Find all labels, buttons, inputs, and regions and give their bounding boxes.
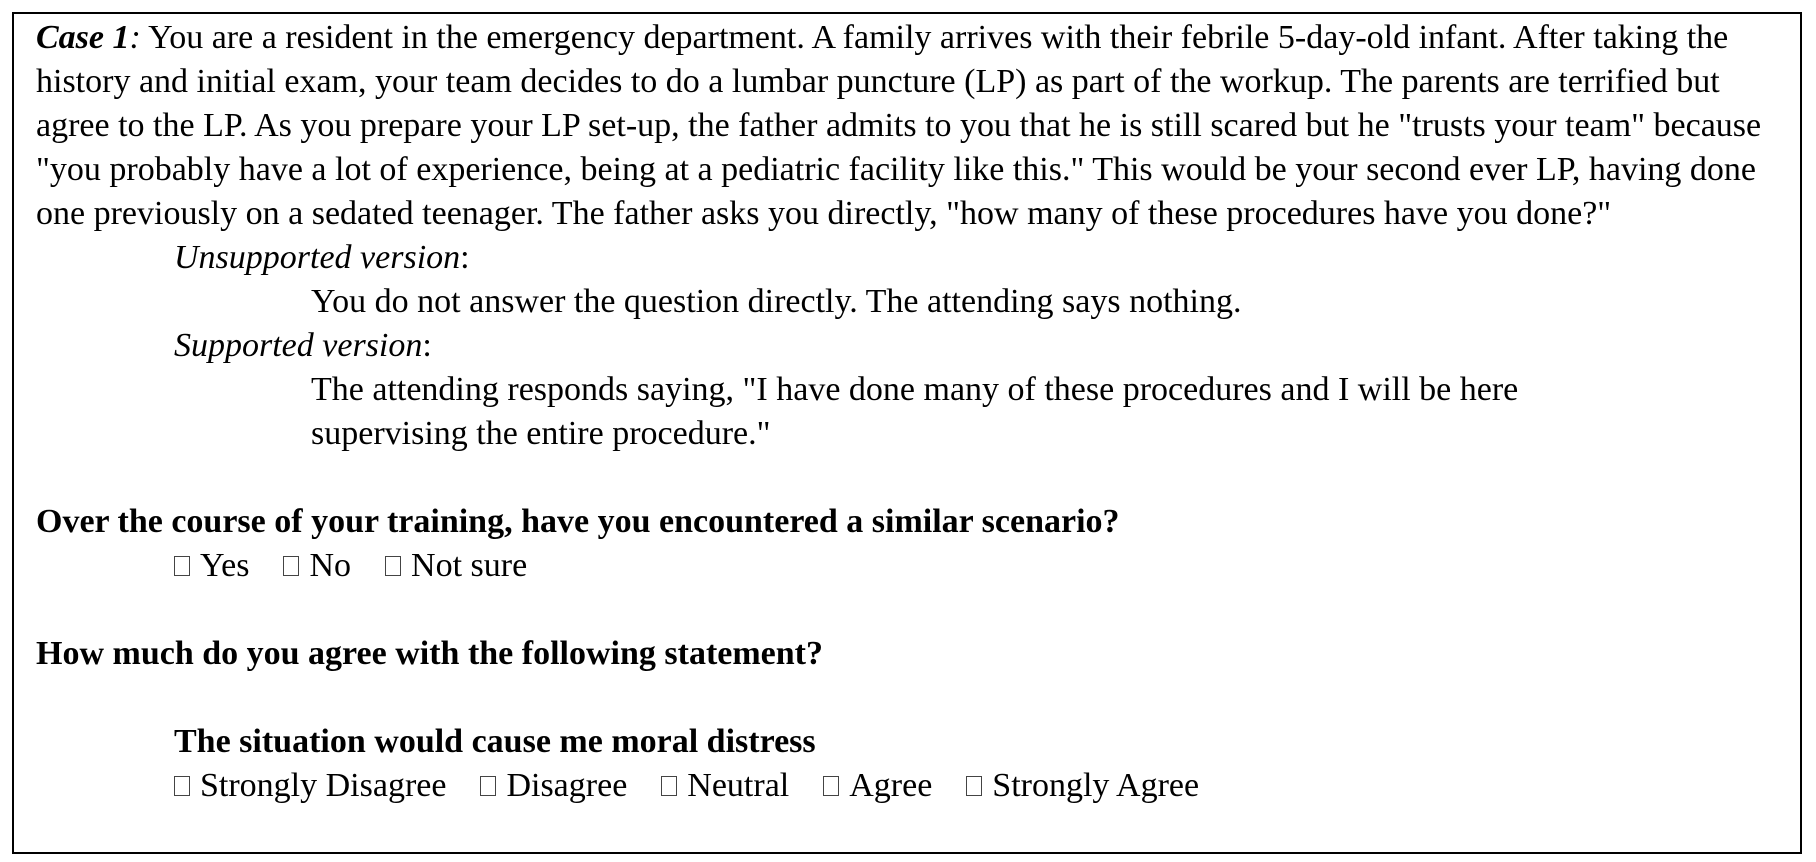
case-box bbox=[12, 12, 1802, 854]
case-label: Case 1 bbox=[36, 19, 130, 56]
option-neutral[interactable]: Neutral bbox=[661, 764, 789, 808]
option-agree[interactable]: Agree bbox=[823, 764, 932, 808]
option-strongly-agree[interactable]: Strongly Agree bbox=[966, 764, 1199, 808]
checkbox-icon[interactable] bbox=[823, 776, 839, 796]
checkbox-icon[interactable] bbox=[480, 776, 496, 796]
checkbox-icon[interactable] bbox=[661, 776, 677, 796]
question-similar-scenario: Over the course of your training, have you encountered a similar scenario? bbox=[36, 503, 1120, 540]
unsupported-version-label: Unsupported version bbox=[174, 239, 461, 276]
options-similar-scenario bbox=[174, 544, 1780, 588]
options-agreement-scale bbox=[174, 764, 1780, 808]
case-description bbox=[36, 16, 1780, 236]
case-label-colon: : bbox=[129, 19, 141, 56]
supported-version-heading: Supported version: bbox=[174, 327, 432, 364]
unsupported-version-heading: Unsupported version: bbox=[174, 239, 470, 276]
checkbox-icon[interactable] bbox=[174, 776, 190, 796]
spacer bbox=[36, 456, 1780, 500]
question-agreement: How much do you agree with the following statement? bbox=[36, 635, 823, 672]
statement-moral-distress: The situation would cause me moral distress bbox=[174, 723, 816, 760]
checkbox-icon[interactable] bbox=[385, 556, 401, 576]
option-not-sure[interactable]: Not sure bbox=[385, 544, 527, 588]
option-strongly-disagree[interactable]: Strongly Disagree bbox=[174, 764, 446, 808]
case-text: You are a resident in the emergency department. A family arrives with their febrile 5-day-old infant. After taking the history and initial exam, your team decides to do a lumbar puncture (LP) as part of the workup. The parents are terrified but agree to the LP. As you prepare your LP set-up, the father admits to you that he is still scared but he "trusts your team" because "you probably have a lot of experience, being at a pediatric facility like this." This would be your second ever LP, having done one previously on a sedated teenager. The father asks you directly, "how many of these procedures have you done?" bbox=[36, 19, 1762, 232]
spacer bbox=[36, 676, 1780, 720]
unsupported-version-text: You do not answer the question directly. The attending says nothing. bbox=[311, 283, 1242, 320]
checkbox-icon[interactable] bbox=[283, 556, 299, 576]
spacer bbox=[36, 588, 1780, 632]
option-yes[interactable]: Yes bbox=[174, 544, 249, 588]
supported-version-text: The attending responds saying, "I have done many of these procedures and I will be here supervising the entire procedure." bbox=[311, 371, 1519, 452]
checkbox-icon[interactable] bbox=[966, 776, 982, 796]
option-no[interactable]: No bbox=[283, 544, 351, 588]
option-disagree[interactable]: Disagree bbox=[480, 764, 627, 808]
checkbox-icon[interactable] bbox=[174, 556, 190, 576]
supported-version-label: Supported version bbox=[174, 327, 423, 364]
